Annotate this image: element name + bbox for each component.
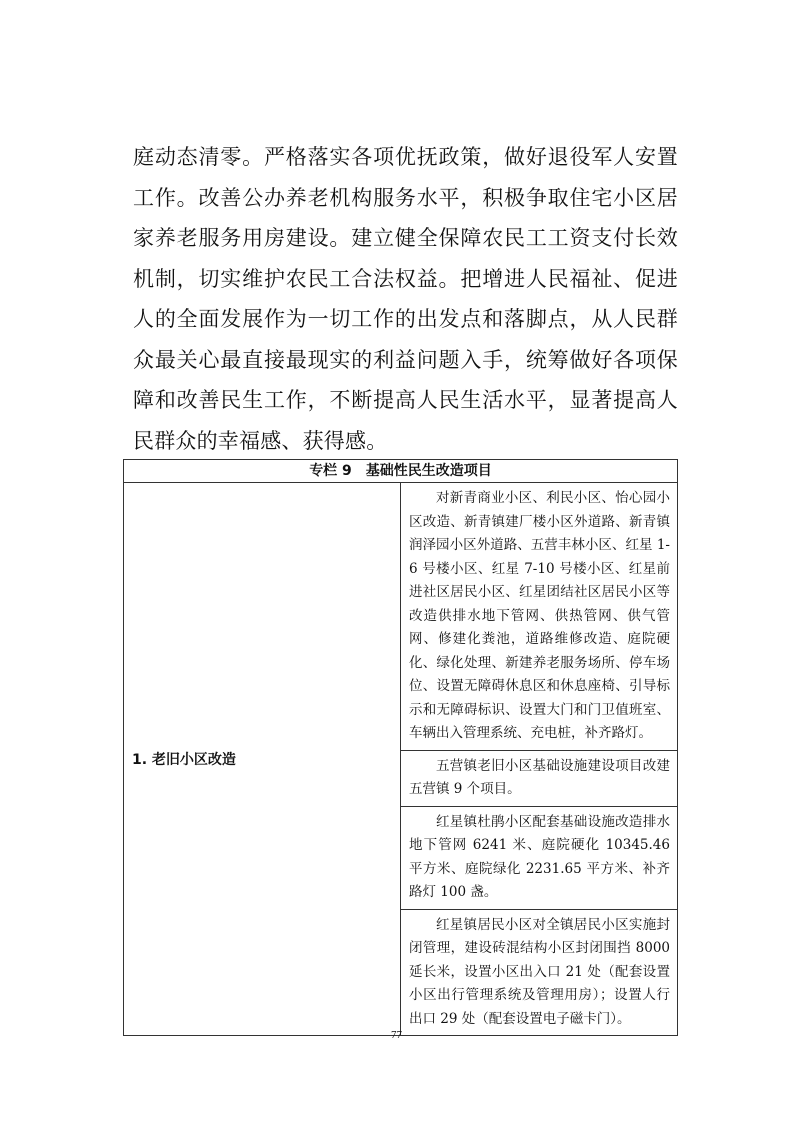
item-cell bbox=[401, 909, 678, 1036]
category-cell: 1. 老旧小区改造 bbox=[124, 483, 401, 1036]
page-number: 77 bbox=[391, 1029, 402, 1041]
item-text: 对新青商业小区、利民小区、怡心园小区改造、新青镇建厂楼小区外道路、新青镇润泽园小区外道路、五营丰林小区、红星 1-6 号楼小区、红星 7-10 号楼小区、红星前进社区居民小区、红星团结社区居民小区等改造供排水地下管网、供热管网、供气管网、修建化粪池，道路维修改造、庭院硬化、绿化处理、新建养老服务场所、停车场位、设置无障碍休息区和休息座椅、引导标示和无障碍标识、设置大门和门卫值班室、车辆出入管理系统、充电桩，补齐路灯。 bbox=[409, 490, 670, 741]
item-text: 红星镇杜鹃小区配套基础设施改造排水地下管网 6241 米、庭院硬化 10345.46 平方米、庭院绿化 2231.65 平方米、补齐路灯 100 盏。 bbox=[409, 813, 670, 900]
column-title-row bbox=[124, 460, 678, 483]
item-text: 五营镇老旧小区基础设施建设项目改建五营镇 9 个项目。 bbox=[409, 757, 670, 797]
item-cell bbox=[401, 806, 678, 909]
body-paragraph: 庭动态清零。严格落实各项优抚政策，做好退役军人安置工作。改善公办养老机构服务水平，积极争取住宅小区居家养老服务用房建设。建立健全保障农民工工资支付长效机制，切实维护农民工合法权益。把增进人民福祉、促进人的全面发展作为一切工作的出发点和落脚点，从人民群众最关心最直接最现实的利益问题入手，统筹做好各项保障和改善民生工作，不断提高人民生活水平，显著提高人民群众的幸福感、获得感。 bbox=[133, 145, 678, 453]
item-text: 红星镇居民小区对全镇居民小区实施封闭管理，建设砖混结构小区封闭围挡 8000 延长米，设置小区出入口 21 处（配套设置小区出行管理系统及管理用房）；设置人行出口 29 处（配套设置电子磁卡门）。 bbox=[409, 916, 670, 1027]
item-cell bbox=[401, 750, 678, 806]
item-cell bbox=[401, 483, 678, 751]
special-column-table bbox=[123, 459, 678, 1036]
column-title: 专栏 9 基础性民生改造项目 bbox=[124, 460, 678, 483]
body-text bbox=[133, 137, 678, 461]
table-row bbox=[124, 483, 678, 751]
